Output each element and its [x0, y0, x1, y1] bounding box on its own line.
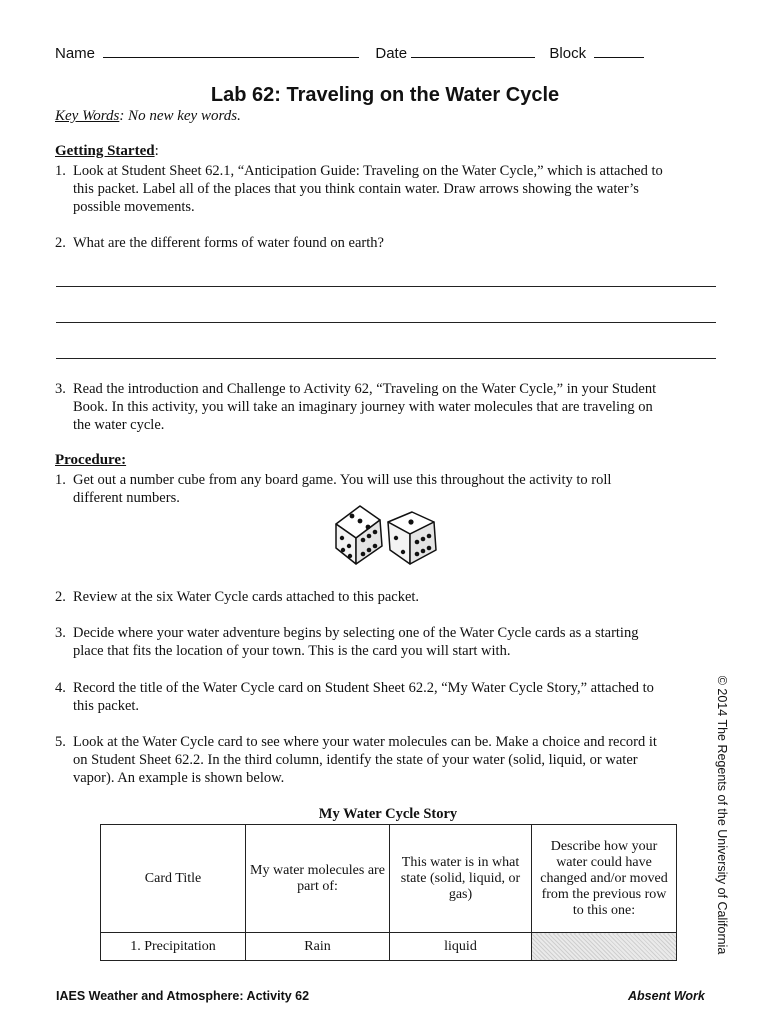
- item-line: Book. In this activity, you will take an imaginary journey with water molecules that are traveling on: [73, 399, 653, 415]
- procedure-label: Procedure:: [55, 452, 127, 468]
- item-number: 1.: [55, 472, 66, 488]
- item-line: on Student Sheet 62.2. In the third column, identify the state of your water (solid, liquid, or water: [73, 752, 638, 768]
- getting-started-colon: :: [154, 143, 159, 159]
- table-header-row: [101, 825, 677, 933]
- student-info-header: [55, 45, 644, 62]
- item-number: 2.: [55, 589, 66, 605]
- header-card-title: Card Title: [101, 825, 246, 933]
- dice-icon: [330, 502, 446, 570]
- answer-line-2[interactable]: [56, 322, 716, 323]
- item-line: Record the title of the Water Cycle card on Student Sheet 62.2, “My Water Cycle Story,” attached to: [73, 680, 654, 696]
- item-line: place that fits the location of your town. This is the card you will start with.: [73, 643, 511, 659]
- item-line: vapor). An example is shown below.: [73, 770, 285, 786]
- footer-course: IAES Weather and Atmosphere: Activity 62: [56, 989, 310, 1003]
- key-words-text: : No new key words.: [119, 108, 241, 124]
- header-state: This water is in what state (solid, liquid, or gas): [390, 825, 532, 933]
- procedure-heading: [55, 452, 126, 469]
- getting-started-item-2: [55, 234, 720, 252]
- item-line: the water cycle.: [73, 417, 165, 433]
- getting-started-label: Getting Started: [55, 143, 155, 159]
- header-describe-change: Describe how your water could have changed and/or moved from the previous row to this one:: [532, 825, 677, 933]
- key-words: [55, 108, 241, 125]
- getting-started-item-1: [55, 162, 720, 216]
- answer-line-1[interactable]: [56, 286, 716, 287]
- row-state: liquid: [390, 933, 532, 961]
- copyright-text: © 2014 The Regents of the University of California: [715, 675, 729, 955]
- item-line: Look at the Water Cycle card to see where your water molecules can be. Make a choice and record it: [73, 734, 657, 750]
- header-molecules: My water molecules are part of:: [246, 825, 390, 933]
- row-molecules: Rain: [246, 933, 390, 961]
- date-label: Date: [375, 45, 408, 62]
- getting-started-item-3: [55, 380, 720, 434]
- procedure-item-3: [55, 624, 720, 660]
- row-card-title: 1. Precipitation: [101, 933, 246, 961]
- block-field[interactable]: [594, 45, 644, 58]
- item-line: Get out a number cube from any board game. You will use this throughout the activity to roll: [73, 472, 612, 488]
- item-number: 1.: [55, 163, 66, 179]
- item-line: Review at the six Water Cycle cards attached to this packet.: [73, 589, 420, 605]
- getting-started-heading: [55, 143, 159, 160]
- table-title: My Water Cycle Story: [318, 806, 458, 822]
- name-label: Name: [55, 45, 96, 62]
- page-title: Lab 62: Traveling on the Water Cycle: [210, 84, 560, 106]
- row-describe-change-shaded: [532, 933, 677, 961]
- item-line: What are the different forms of water found on earth?: [73, 235, 384, 251]
- item-line: possible movements.: [73, 199, 195, 215]
- water-cycle-story-table: [100, 824, 677, 961]
- item-line: Decide where your water adventure begins by selecting one of the Water Cycle cards as a starting: [73, 625, 639, 641]
- item-line: Read the introduction and Challenge to Activity 62, “Traveling on the Water Cycle,” in your Student: [73, 381, 657, 397]
- item-number: 3.: [55, 625, 66, 641]
- item-line: different numbers.: [73, 490, 180, 506]
- procedure-item-2: [55, 588, 720, 606]
- key-words-label: Key Words: [55, 108, 120, 124]
- item-number: 3.: [55, 381, 66, 397]
- item-number: 5.: [55, 734, 66, 750]
- procedure-item-4: [55, 679, 720, 715]
- item-line: this packet.: [73, 698, 140, 714]
- item-number: 2.: [55, 235, 66, 251]
- table-row: [101, 933, 677, 961]
- item-number: 4.: [55, 680, 66, 696]
- procedure-item-5: [55, 733, 720, 787]
- block-label: Block: [549, 45, 587, 62]
- footer-absent-work: Absent Work: [628, 989, 705, 1003]
- name-field[interactable]: [103, 45, 359, 58]
- item-line: Look at Student Sheet 62.1, “Anticipation Guide: Traveling on the Water Cycle,” which is attached to: [73, 163, 663, 179]
- item-line: this packet. Label all of the places that you think contain water. Draw arrows showing the water’s: [73, 181, 639, 197]
- answer-line-3[interactable]: [56, 358, 716, 359]
- date-field[interactable]: [411, 45, 535, 58]
